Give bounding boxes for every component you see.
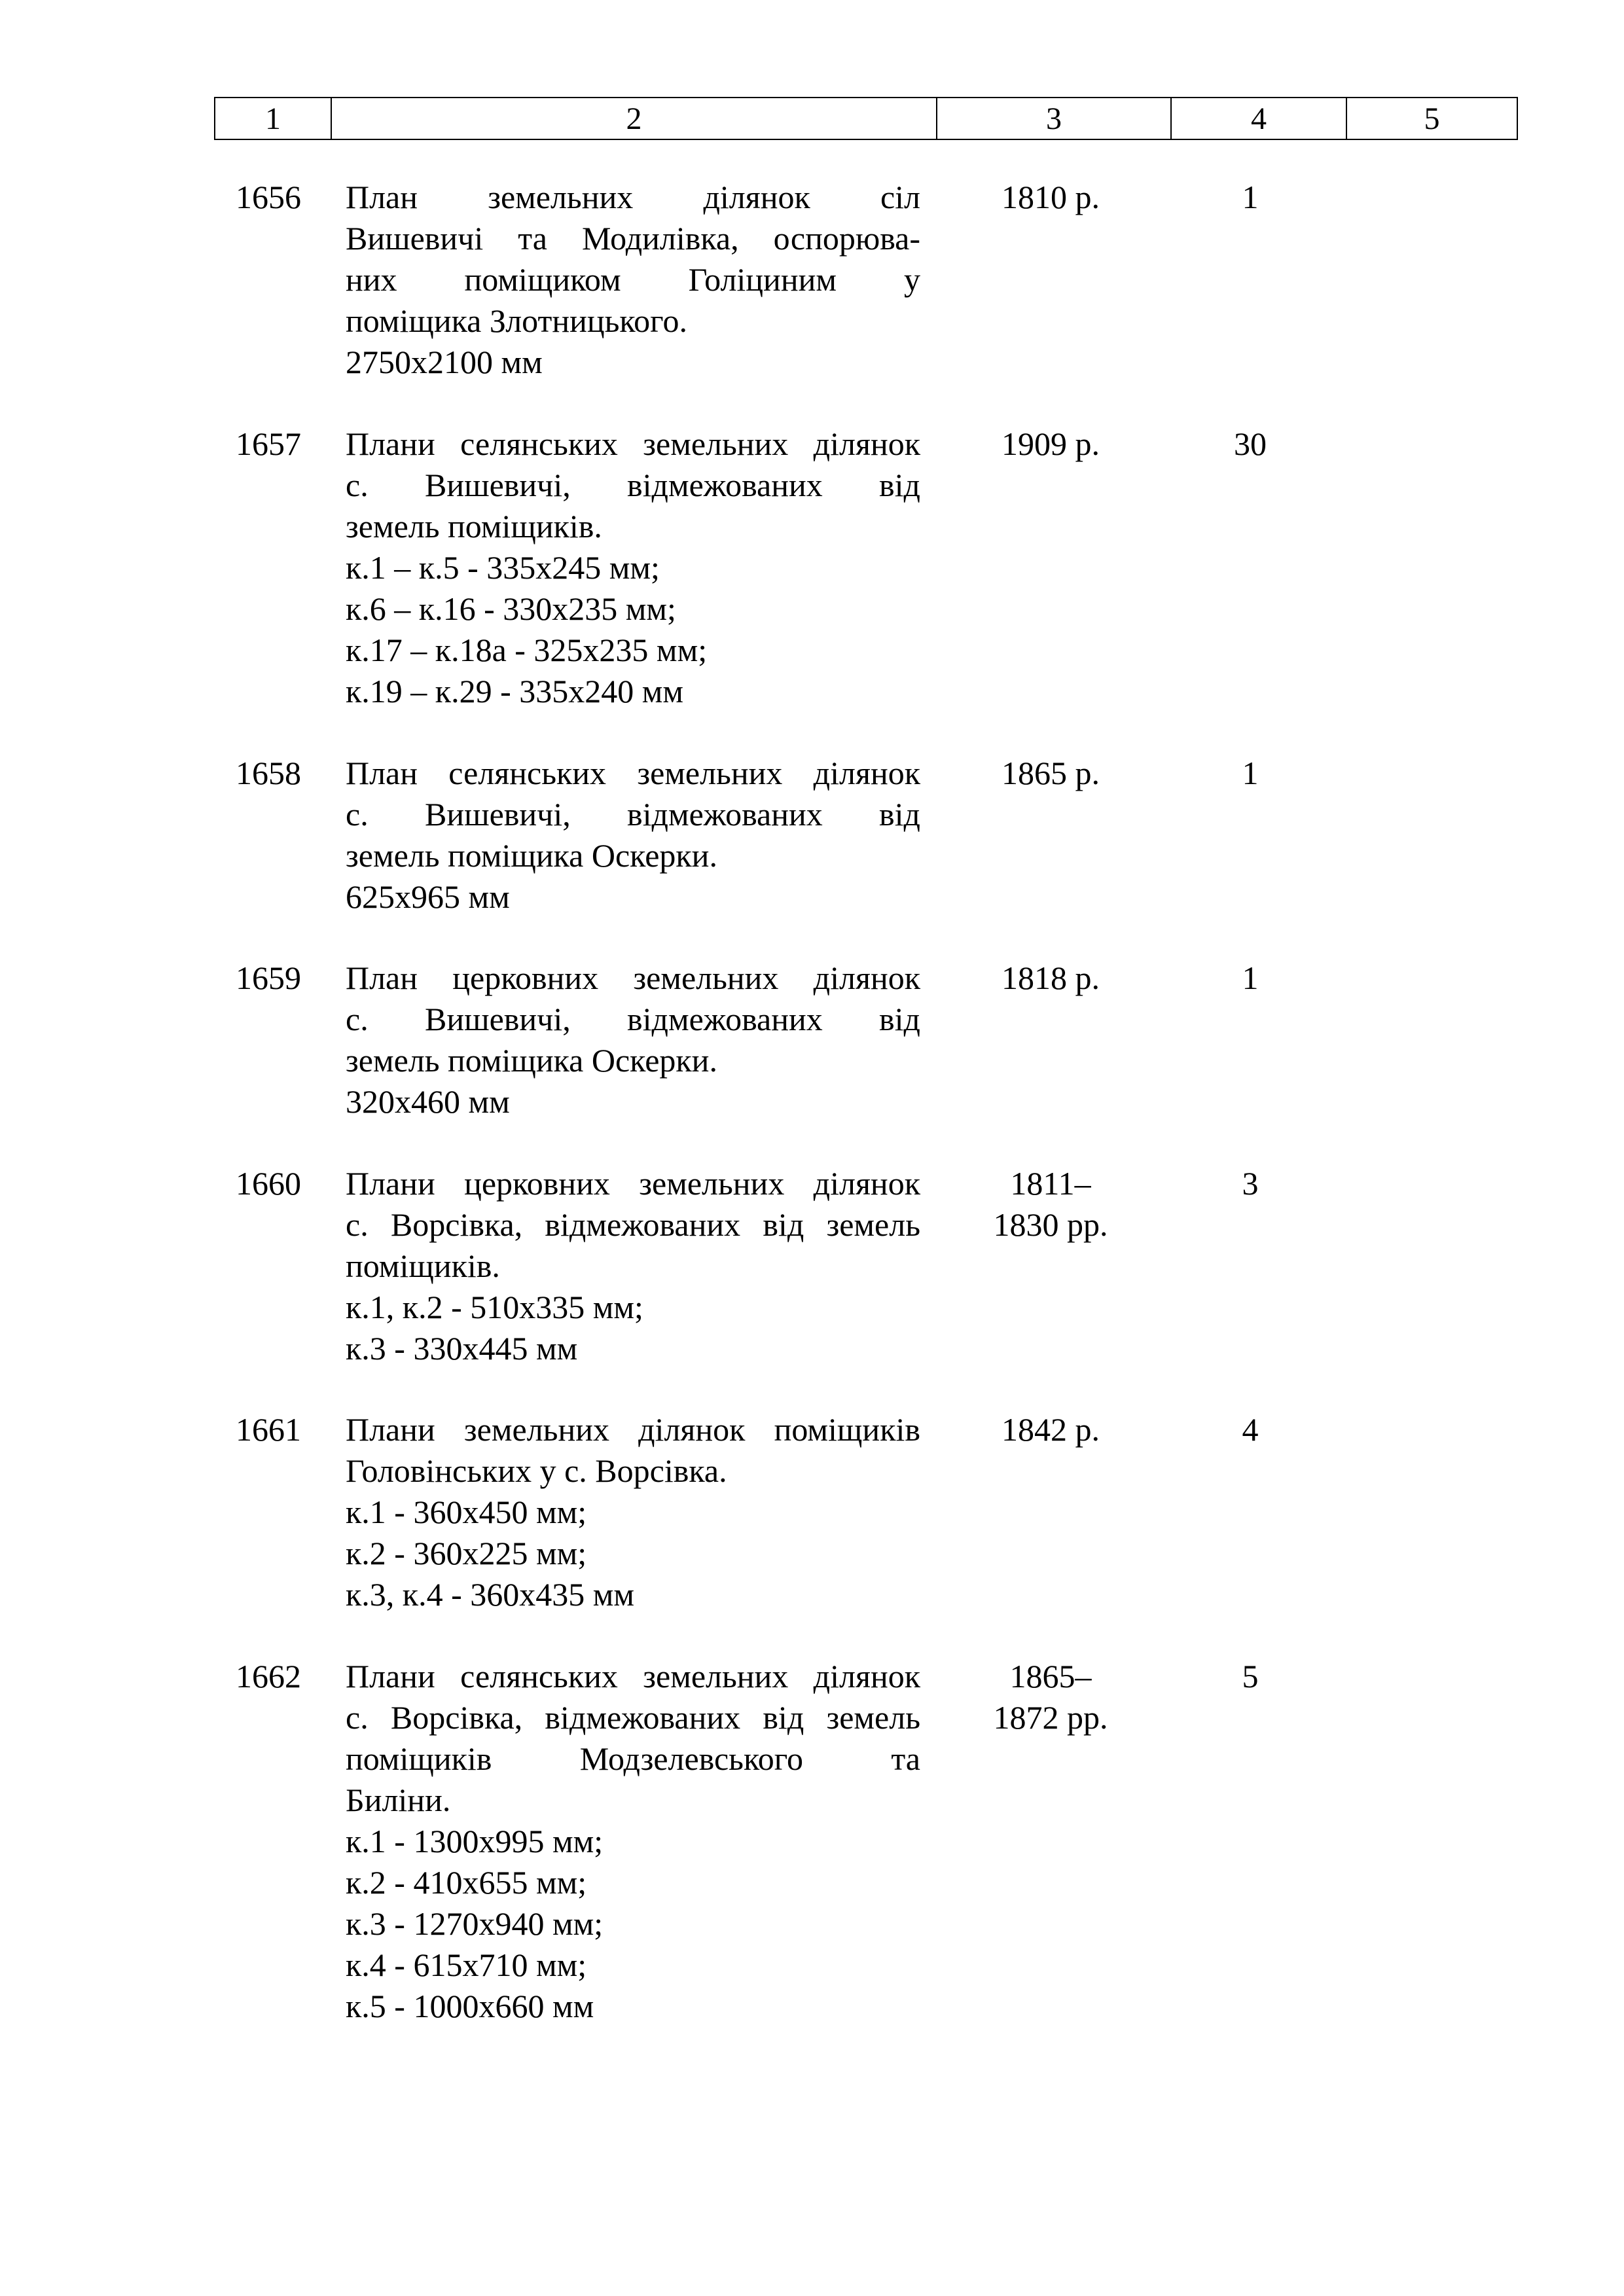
description-line: к.17 – к.18а - 325х235 мм; bbox=[346, 632, 708, 668]
entry-count: 30 bbox=[1234, 425, 1267, 462]
entry-date bbox=[962, 958, 1139, 999]
description-line: Биліни. bbox=[346, 1782, 451, 1818]
description-line: земель поміщиків. bbox=[346, 508, 602, 545]
entry-count: 1 bbox=[1242, 755, 1259, 791]
description-line: План земельних ділянок сіл bbox=[346, 179, 920, 215]
entry-number: 1657 bbox=[236, 425, 301, 462]
description-line: Головінських у с. Ворсівка. bbox=[346, 1452, 727, 1489]
description-line: к.1 - 1300х995 мм; bbox=[346, 1823, 604, 1859]
description-line: земель поміщика Оскерки. bbox=[346, 837, 717, 874]
description-line: к.1 – к.5 - 335х245 мм; bbox=[346, 549, 660, 586]
column-number-header bbox=[214, 97, 1518, 140]
description-line: к.19 – к.29 - 335х240 мм bbox=[346, 673, 684, 709]
description-line: с. Ворсівка, відмежованих від земель bbox=[346, 1206, 920, 1243]
entry-count: 3 bbox=[1242, 1165, 1259, 1202]
description-line: поміщиків. bbox=[346, 1247, 500, 1284]
entry-number: 1660 bbox=[236, 1165, 301, 1202]
description-line: поміщика Злотницького. bbox=[346, 302, 687, 339]
entry-date bbox=[962, 177, 1139, 218]
description-line: них поміщиком Голіциним у bbox=[346, 261, 920, 298]
description-line: с. Ворсівка, відмежованих від земель bbox=[346, 1699, 920, 1736]
description-line: к.3 - 1270х940 мм; bbox=[346, 1905, 604, 1942]
entry-date bbox=[962, 1163, 1139, 1246]
description-line: к.4 - 615х710 мм; bbox=[346, 1946, 587, 1983]
description-line: к.1, к.2 - 510х335 мм; bbox=[346, 1289, 643, 1325]
date-line: 1810 р. bbox=[1001, 179, 1100, 215]
description-line: к.3 - 330х445 мм bbox=[346, 1330, 578, 1367]
description-line: 2750х2100 мм bbox=[346, 344, 543, 380]
description-line: поміщиків Модзелевського та bbox=[346, 1740, 920, 1777]
description-line: План церковних земельних ділянок bbox=[346, 960, 920, 996]
description-line: с. Вишевичі, відмежованих від bbox=[346, 796, 920, 833]
description-line: Плани церковних земельних ділянок bbox=[346, 1165, 920, 1202]
date-line: 1830 рр. bbox=[993, 1206, 1108, 1243]
entry-description bbox=[346, 1163, 920, 1369]
entry-description bbox=[346, 177, 920, 383]
header-col-1: 1 bbox=[215, 98, 332, 139]
date-line: 1865 р. bbox=[1001, 755, 1100, 791]
description-line: План селянських земельних ділянок bbox=[346, 755, 920, 791]
description-line: 625х965 мм bbox=[346, 878, 510, 915]
entry-description bbox=[346, 958, 920, 1122]
entry-number: 1662 bbox=[236, 1658, 301, 1695]
description-line: с. Вишевичі, відмежованих від bbox=[346, 1001, 920, 1037]
date-line: 1872 рр. bbox=[993, 1699, 1108, 1736]
header-col-4: 4 bbox=[1172, 98, 1347, 139]
entry-count: 1 bbox=[1242, 179, 1259, 215]
entry-date bbox=[962, 753, 1139, 794]
description-line: к.1 - 360х450 мм; bbox=[346, 1494, 587, 1530]
entry-description bbox=[346, 753, 920, 918]
entry-number: 1659 bbox=[236, 960, 301, 996]
entry-description bbox=[346, 423, 920, 712]
entry-date bbox=[962, 423, 1139, 465]
entry-date bbox=[962, 1409, 1139, 1450]
entry-count: 1 bbox=[1242, 960, 1259, 996]
description-line: к.3, к.4 - 360х435 мм bbox=[346, 1576, 635, 1613]
entry-number: 1658 bbox=[236, 755, 301, 791]
description-line: к.6 – к.16 - 330х235 мм; bbox=[346, 590, 676, 627]
header-col-3: 3 bbox=[937, 98, 1172, 139]
entry-number: 1656 bbox=[236, 179, 301, 215]
entry-count: 4 bbox=[1242, 1411, 1259, 1448]
date-line: 1909 р. bbox=[1001, 425, 1100, 462]
date-line: 1865– bbox=[1009, 1658, 1092, 1695]
description-line: к.2 - 360х225 мм; bbox=[346, 1535, 587, 1571]
date-line: 1811– bbox=[1010, 1165, 1091, 1202]
description-line: Вишевичі та Модилівка, оспорюва- bbox=[346, 220, 920, 257]
description-line: с. Вишевичі, відмежованих від bbox=[346, 467, 920, 503]
description-line: земель поміщика Оскерки. bbox=[346, 1042, 717, 1079]
date-line: 1842 р. bbox=[1001, 1411, 1100, 1448]
description-line: Плани селянських земельних ділянок bbox=[346, 425, 920, 462]
entry-date bbox=[962, 1656, 1139, 1738]
entry-count: 5 bbox=[1242, 1658, 1259, 1695]
entry-number: 1661 bbox=[236, 1411, 301, 1448]
entry-description bbox=[346, 1656, 920, 2027]
description-line: к.2 - 410х655 мм; bbox=[346, 1864, 587, 1901]
date-line: 1818 р. bbox=[1001, 960, 1100, 996]
entry-description bbox=[346, 1409, 920, 1615]
description-line: Плани селянських земельних ділянок bbox=[346, 1658, 920, 1695]
description-line: к.5 - 1000х660 мм bbox=[346, 1988, 594, 2024]
description-line: 320х460 мм bbox=[346, 1083, 510, 1120]
description-line: Плани земельних ділянок поміщиків bbox=[346, 1411, 920, 1448]
header-col-2: 2 bbox=[332, 98, 937, 139]
header-col-5: 5 bbox=[1424, 101, 1440, 136]
